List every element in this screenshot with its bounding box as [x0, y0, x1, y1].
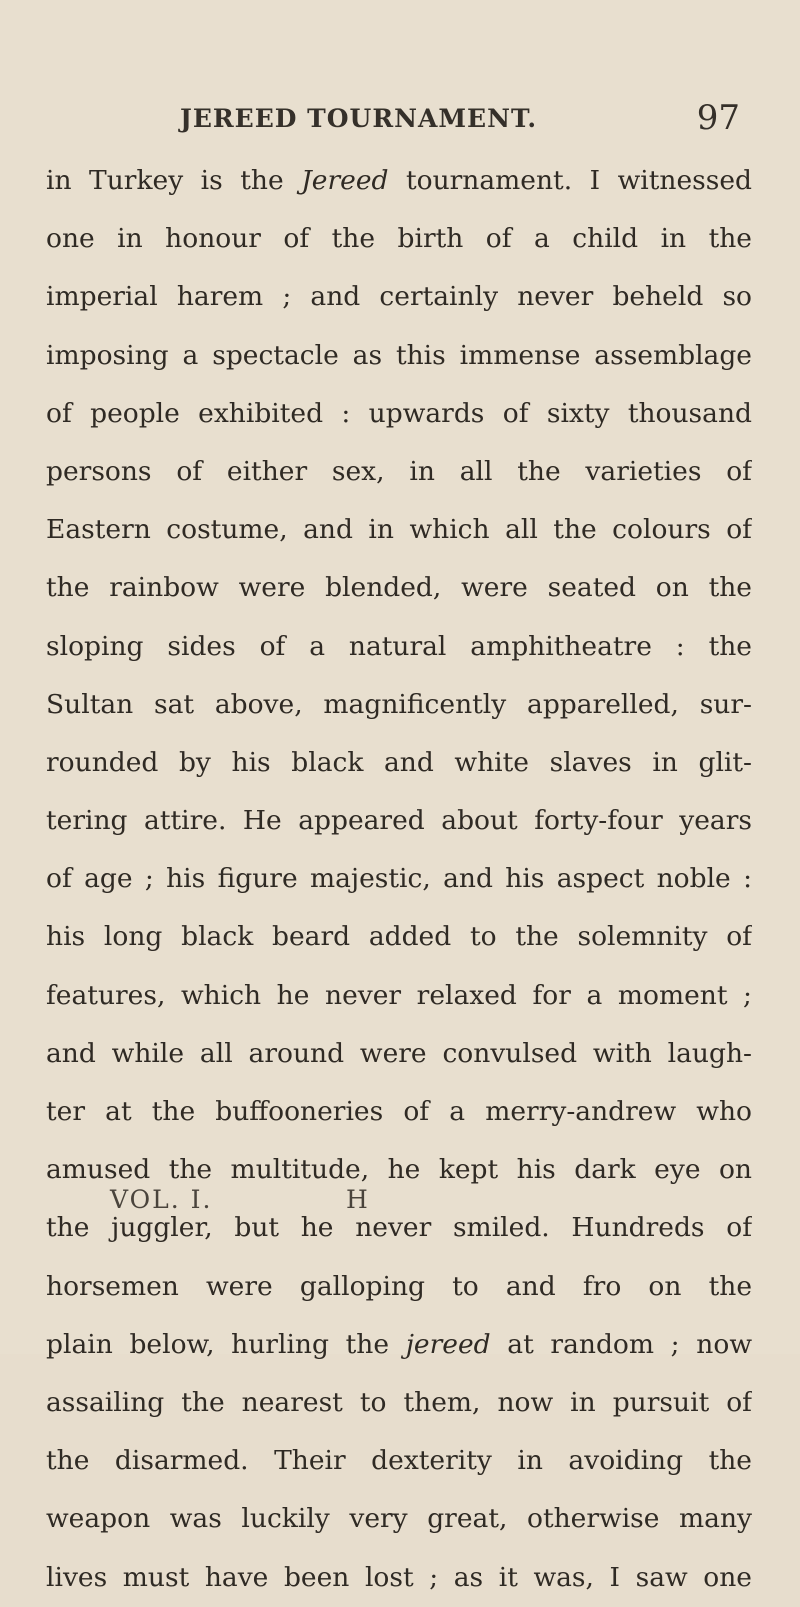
text-line: [46, 559, 752, 617]
text-line: [46, 850, 752, 908]
text-segment: ter at the buffooneries of a merry-andrew who: [46, 1096, 752, 1127]
text-segment: the rainbow were blended, were seated on the: [46, 572, 752, 604]
text-line: [46, 1083, 752, 1141]
text-line: [46, 1258, 752, 1316]
text-line: [46, 967, 752, 1025]
text-segment: imperial harem ; and certainly never beheld so: [46, 281, 752, 313]
text-line: [46, 1432, 752, 1490]
text-line: [46, 1316, 752, 1374]
signature-mark: H: [346, 1185, 368, 1214]
text-line: [46, 792, 752, 850]
italic-term: Jereed: [301, 165, 389, 196]
text-line: [46, 152, 752, 210]
text-segment: assailing the nearest to them, now in pursuit of: [46, 1386, 752, 1418]
text-line: [46, 501, 752, 559]
text-segment: tournament. I witnessed: [388, 165, 752, 196]
text-segment: one in honour of the birth of a child in the: [46, 223, 752, 255]
text-line: [46, 1025, 752, 1083]
text-segment: amused the multitude, he kept his dark eye on: [46, 1154, 752, 1186]
text-line: [46, 1490, 752, 1548]
text-segment: his long black beard added to the solemnity of: [46, 921, 752, 953]
text-segment: horsemen were galloping to and fro on the: [46, 1270, 752, 1302]
text-segment: Eastern costume, and in which all the colours of: [46, 514, 752, 546]
text-segment: lives must have been lost ; as it was, I saw one: [46, 1561, 752, 1593]
text-line: [46, 1374, 752, 1432]
text-line: [46, 210, 752, 268]
text-segment: the juggler, but he never smiled. Hundreds of: [46, 1212, 752, 1244]
text-segment: persons of either sex, in all the varieties of: [46, 455, 752, 487]
page-footer: [110, 1185, 410, 1225]
text-line: [46, 268, 752, 326]
text-line: [46, 734, 752, 792]
text-segment: sloping sides of a natural amphitheatre : the: [46, 630, 752, 662]
body-text: [46, 152, 752, 1607]
text-segment: of age ; his figure majestic, and his aspect noble :: [46, 863, 752, 895]
text-segment: plain below, hurling the: [46, 1328, 406, 1360]
running-title: JEREED TOURNAMENT.: [180, 104, 538, 133]
text-segment: features, which he never relaxed for a moment ;: [46, 979, 752, 1011]
text-line: [46, 385, 752, 443]
text-segment: the disarmed. Their dexterity in avoiding the: [46, 1445, 752, 1477]
text-segment: tering attire. He appeared about forty-four years: [46, 805, 752, 837]
text-segment: Sultan sat above, magnificently apparelled, sur-: [46, 688, 752, 720]
text-segment: and while all around were convulsed with laugh-: [46, 1037, 752, 1069]
page-number: 97: [696, 98, 740, 138]
text-segment: at random ; now: [490, 1328, 752, 1360]
text-segment: in Turkey is the: [46, 165, 302, 196]
text-segment: imposing a spectacle as this immense assemblage: [46, 339, 752, 371]
volume-mark: VOL. I.: [110, 1185, 213, 1214]
text-line: [46, 908, 752, 966]
text-segment: rounded by his black and white slaves in glit-: [46, 746, 752, 778]
text-line: [46, 443, 752, 501]
text-line: [46, 676, 752, 734]
text-line: [46, 1549, 752, 1607]
text-segment: of people exhibited : upwards of sixty thousand: [46, 397, 752, 429]
text-segment: weapon was luckily very great, otherwise many: [46, 1503, 752, 1535]
italic-term: jereed: [405, 1328, 491, 1360]
text-line: [46, 327, 752, 385]
text-line: [46, 618, 752, 676]
page-header: [180, 98, 740, 144]
